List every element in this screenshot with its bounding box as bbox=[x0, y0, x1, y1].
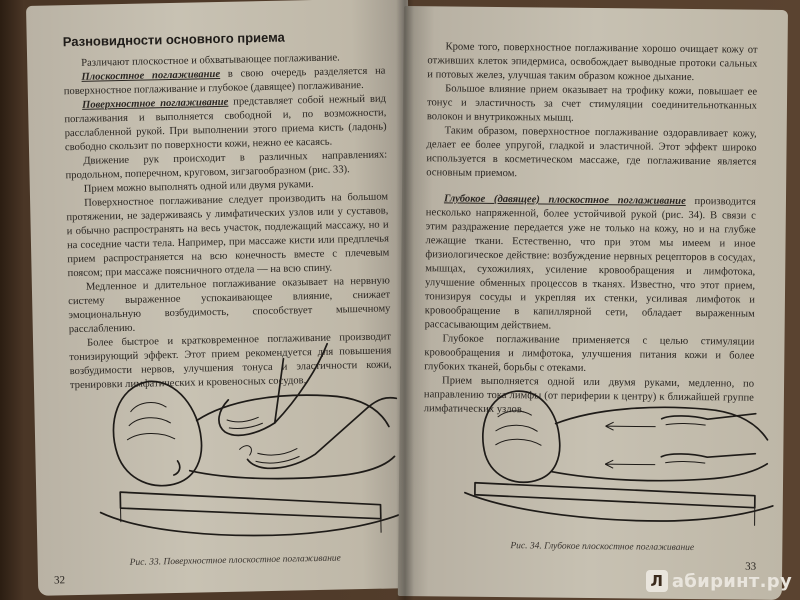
left-page bbox=[26, 0, 420, 596]
paragraph: Плоскостное поглаживание в свою очередь разделяется на поверхностное поглаживание и глубокое (давящее) поглаживание. bbox=[63, 65, 386, 98]
section-heading: Разновидности основного приема bbox=[62, 29, 285, 50]
page-number-left: 32 bbox=[53, 574, 66, 587]
paragraph: Более быстрое и кратковременное поглаживание производит тонизирующий эффект. Этот прием рекомендуется для повышения возбудимости нервов, улучшения тонуса и эластичности кожи, тренировки лимфатических и кровеносных сосудов. bbox=[69, 331, 392, 392]
watermark-logo: Л bbox=[646, 570, 668, 592]
paragraph: Движение рук происходит в различных направлениях: продольном, поперечном, круговом, зигзагообразном (рис. 33). bbox=[65, 149, 388, 182]
figure-34-caption: Рис. 34. Глубокое плоскостное поглаживание bbox=[510, 541, 695, 554]
paragraph: Большое влияние прием оказывает на трофику кожи, повышает ее тонус и эластичность за счет стимуляции соединительнотканных волокон и внутрикожных мышц. bbox=[426, 83, 758, 124]
emphasized-term: Глубокое (давящее) плоскостное поглаживание bbox=[443, 193, 686, 207]
paragraph: Прием выполняется одной или двумя руками, медленно, по направлению тока лимфы (от периферии к центру) к ближайшей группе лимфатических узлов. bbox=[423, 375, 755, 416]
emphasized-term: Поверхностное поглаживание bbox=[81, 96, 229, 111]
book-gutter-shadow bbox=[396, 0, 414, 600]
paragraph: Таким образом, поверхностное поглаживание оздоравливает кожу, делает ее более упругой, гладкой и эластичной. Этот эффект широко используется в косметическом массаже, где поглаживание является основным приемом. bbox=[426, 125, 757, 180]
figure-33-illustration bbox=[77, 336, 411, 553]
figure-33-caption: Рис. 33. Поверхностное плоскостное поглаживание bbox=[129, 553, 341, 568]
paragraph: Глубокое (давящее) плоскостное поглаживание производится несколько напряженной, более устойчивой рукой (рис. 34). В связи с этим раздражение передается уже не только на кожу, но и на глубже лежащие ткани. Естественно, что при этом мы имеем и иное физиологическое действие: возбуждение нервных рецепторов в сосудах, мышцах, сухожилиях, усиление кровообращения и лимфотока, улучшение обменных процессов в тканях. Известно, что этот прием, тонизируя сосуды и укрепляя их стенки, усиливая лимфоток и кровообращение в капиллярной сети, обладает выраженным рассасывающим действием. bbox=[424, 193, 757, 332]
paragraph: Прием можно выполнять одной или двумя руками. bbox=[83, 179, 314, 195]
paragraph: Различают плоскостное и обхватывающее поглаживание. bbox=[81, 52, 340, 69]
watermark-text: абиринт.ру bbox=[671, 570, 792, 592]
emphasized-term: Плоскостное поглаживание bbox=[81, 68, 221, 83]
paragraph: Поверхностное поглаживание следует производить на большом протяжении, не задерживаясь у лимфатических узлов или у суставов, и обычно распространять на весь участок, подлежащий массажу, но и на соседние части тела. Например, при массаже кисти или предплечья прием распространяется на всю конечность вместе с плечевым поясом; при массаже поясничного отдела — на всю спину. bbox=[66, 191, 390, 280]
right-page bbox=[398, 6, 788, 600]
paragraph: Глубокое поглаживание применяется с целью стимуляции кровообращения и лимфотока, улучшения питания кожи и более глубоких тканей, борьбы с отеками. bbox=[424, 333, 755, 374]
page-number-right: 33 bbox=[745, 560, 757, 573]
paragraph: Медленное и длительное поглаживание оказывает на нервную систему выраженное успокаивающее влияние, снижает эмоциональную возбудимость, способствует мышечному расслаблению. bbox=[68, 275, 391, 336]
watermark bbox=[646, 570, 792, 592]
paragraph: Поверхностное поглаживание представляет собой нежный вид поглаживания и выполняется свободной и, по возможности, расслабленной рукой. При выполнении этого приема кисть (ладонь) свободно скользит по поверхности кожи, нежно ее касаясь. bbox=[64, 93, 387, 154]
figure-34-illustration bbox=[454, 363, 776, 536]
paragraph: Кроме того, поверхностное поглаживание хорошо очищает кожу от отживших клеток эпидермиса, освобождает выводные протоки сальных и потовых желез, улучшая таким образом кожное дыхание. bbox=[427, 41, 758, 84]
